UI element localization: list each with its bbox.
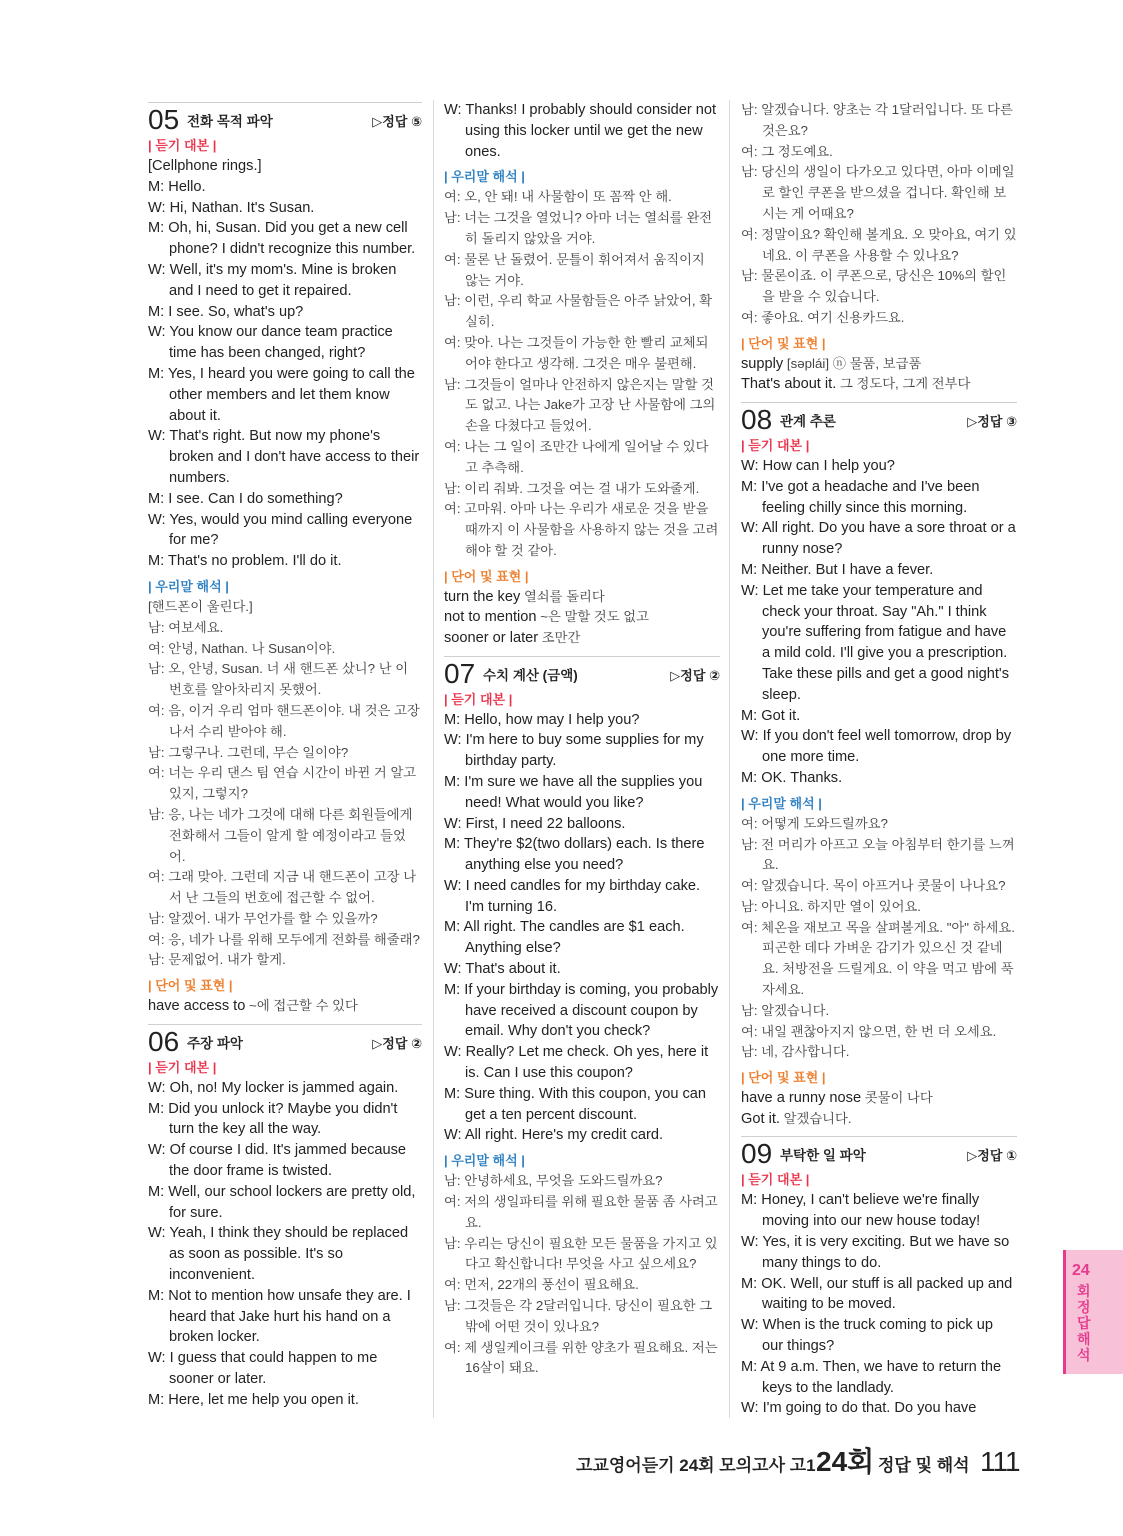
dialogue-line: W: Thanks! I probably should consider not using this locker until we get the new ones.: [444, 102, 717, 160]
section-number: 05: [148, 104, 180, 135]
dialogue-line: M: Hello, how may I help you?: [444, 711, 640, 728]
korean-line: 여: 저의 생일파티를 위해 필요한 물품 좀 사려고요.: [444, 1194, 718, 1230]
korean-line: 남: 알겠어. 내가 무언가를 할 수 있을까?: [148, 910, 378, 926]
korean-translation: [148, 597, 422, 971]
korean-line: 여: 응, 네가 나를 위해 모두에게 전화를 해줄래?: [148, 931, 420, 947]
dialogue-line: W: I guess that could happen to me sooner or later.: [148, 1350, 378, 1388]
vocab-item: turn the key 열쇠를 돌리다: [444, 588, 605, 605]
answer-label: ▷정답 ⑤: [372, 114, 422, 129]
korean-label: | 우리말 해석 |: [444, 1153, 525, 1169]
dialogue-line: W: I'm here to buy some supplies for my birthday party.: [444, 732, 704, 770]
side-tab: [1063, 1250, 1123, 1374]
answer-label: ▷정답 ②: [372, 1035, 422, 1051]
korean-translation-continued: [741, 100, 1017, 329]
dialogue-line: M: OK. Well, our stuff is all packed up and waiting to be moved.: [741, 1275, 1013, 1313]
dialogue-line: W: How can I help you?: [741, 457, 895, 474]
dialogue: [741, 456, 1017, 789]
korean-line: 남: 물론이죠. 이 쿠폰으로, 당신은 10%의 할인을 받을 수 있습니다.: [741, 268, 1007, 305]
side-tab-text: 회정답해석: [1077, 1283, 1091, 1363]
column-1: [148, 100, 422, 1411]
section-number: 07: [444, 657, 476, 689]
dialogue-line: M: Sure thing. With this coupon, you can get a ten percent discount.: [444, 1085, 707, 1123]
korean-line: 여: 음, 이거 우리 엄마 핸드폰이야. 내 것은 고장 나서 수리 받아야 해.: [148, 702, 420, 739]
korean-line: 남: 안녕하세요, 무엇을 도와드릴까요?: [444, 1173, 663, 1189]
dialogue-line: W: If you don't feel well tomorrow, drop by one more time.: [741, 728, 1012, 766]
answer-label: ▷정답 ①: [967, 1148, 1017, 1164]
page-number: 111: [980, 1446, 1020, 1477]
dialogue-line: M: At 9 a.m. Then, we have to return the keys to the landlady.: [741, 1358, 1002, 1396]
korean-label: | 우리말 해석 |: [444, 169, 525, 185]
dialogue-line: M: Oh, hi, Susan. Did you get a new cell phone? I didn't recognize this number.: [148, 220, 416, 258]
listen-label: | 듣기 대본 |: [148, 1059, 217, 1075]
korean-translation: [741, 814, 1017, 1064]
dialogue-line: M: I've got a headache and I've been feeling chilly since this morning.: [741, 478, 980, 516]
dialogue-line: M: Yes, I heard you were going to call the other members and let them know about it.: [148, 365, 415, 424]
korean-line: 남: 문제없어. 내가 할게.: [148, 952, 286, 968]
korean-line: 남: 너는 그것을 열었니? 아마 너는 열쇠를 완전히 돌리지 않았을 거야.: [444, 210, 713, 246]
korean-line: 여: 제 생일케이크를 위한 양초가 필요해요. 저는 16살이 돼요.: [444, 1339, 718, 1376]
dialogue-line: W: That's about it.: [444, 961, 561, 978]
dialogue: [148, 156, 422, 572]
answer-label: ▷정답 ②: [670, 667, 720, 683]
dialogue-line: [Cellphone rings.]: [148, 158, 262, 174]
dialogue-line: M: Neither. But I have a fever.: [741, 561, 934, 578]
dialogue-line: W: First, I need 22 balloons.: [444, 815, 626, 832]
section-06-header: [148, 1024, 422, 1058]
korean-line: 여: 너는 우리 댄스 팀 연습 시간이 바뀐 거 알고 있지, 그렇지?: [148, 765, 417, 802]
dialogue-line: M: They're $2(two dollars) each. Is there anything else you need?: [444, 836, 705, 874]
dialogue: [148, 1078, 422, 1411]
section-08-header: [741, 402, 1017, 436]
korean-line: 남: 응, 나는 네가 그것에 대해 다른 회원들에게 전화해서 그들이 알게 할 예정이라고 들었어.: [148, 806, 413, 864]
dialogue-line: M: Honey, I can't believe we're finally moving into our new house today!: [741, 1192, 981, 1230]
footer-round: 24회: [816, 1446, 875, 1477]
korean-line: 여: 오, 안 돼! 내 사물함이 또 꼼짝 안 해.: [444, 189, 672, 205]
dialogue-line: M: Not to mention how unsafe they are. I heard that Jake hurt his hand on a broken locker.: [148, 1287, 411, 1346]
listen-label: | 듣기 대본 |: [741, 437, 810, 453]
listen-label: | 듣기 대본 |: [741, 1172, 810, 1188]
footer-section: 정답 및 해석: [878, 1456, 970, 1475]
korean-translation: [444, 187, 720, 561]
korean-line: 여: 알겠습니다. 목이 아프거나 콧물이 나나요?: [741, 878, 1006, 894]
dialogue-line: W: You know our dance team practice time has been changed, right?: [148, 324, 393, 362]
section-title: 관계 추론: [780, 413, 836, 429]
section-title: 전화 목적 파악: [187, 114, 273, 129]
dialogue-line: W: Oh, no! My locker is jammed again.: [148, 1079, 399, 1096]
korean-line: 남: 이런, 우리 학교 사물함들은 아주 낡았어, 확실히.: [444, 293, 713, 330]
vocab-item: have a runny nose 콧물이 나다: [741, 1090, 933, 1107]
korean-line: 여: 먼저, 22개의 풍선이 필요해요.: [444, 1277, 639, 1293]
korean-line: 남: 당신의 생일이 다가오고 있다면, 아마 이메일로 할인 쿠폰을 받으셨을 겁니다. 확인해 보시는 게 어때요?: [741, 164, 1015, 221]
column-3: [741, 100, 1017, 1419]
dialogue-line: M: Hello.: [148, 178, 206, 195]
korean-line: 남: 아니요. 하지만 열이 있어요.: [741, 898, 921, 914]
page-footer: [576, 1440, 1020, 1480]
column-2: [444, 100, 720, 1379]
vocab-label: | 단어 및 표현 |: [741, 335, 826, 351]
korean-line: 남: 그렇구나. 그런데, 무슨 일이야?: [148, 744, 349, 760]
footer-book-title: 고교영어듣기 24회 모의고사 고1: [576, 1456, 816, 1475]
section-title: 수치 계산 (금액): [483, 667, 578, 683]
dialogue-line: M: I'm sure we have all the supplies you need! What would you like?: [444, 773, 703, 811]
side-tab-number: 24: [1072, 1262, 1090, 1279]
korean-line: 여: 어떻게 도와드릴까요?: [741, 815, 888, 831]
dialogue-line: M: Got it.: [741, 707, 801, 724]
korean-line: 여: 내일 괜찮아지지 않으면, 한 번 더 오세요.: [741, 1023, 997, 1039]
korean-line: 남: 우리는 당신이 필요한 모든 물품을 가지고 있다고 확신합니다! 무엇을 사고 싶으세요?: [444, 1235, 718, 1272]
section-title: 주장 파악: [187, 1035, 243, 1051]
korean-line: 여: 그 정도예요.: [741, 143, 833, 159]
dialogue-line: W: Let me take your temperature and check your throat. Say "Ah." I think you're suffering from fatigue and have a mild cold. I'll give you a prescription. Take these pills and get a good night's sleep.: [741, 582, 1009, 703]
listen-label: | 듣기 대본 |: [148, 138, 217, 153]
korean-label: | 우리말 해석 |: [741, 795, 822, 811]
korean-line: 남: 알겠습니다. 양초는 각 1달러입니다. 또 다른 것은요?: [741, 102, 1013, 138]
vocab-item: have access to ~에 접근할 수 있다: [148, 998, 358, 1015]
vocab-label: | 단어 및 표현 |: [444, 568, 529, 584]
korean-line: 남: 여보세요.: [148, 619, 224, 635]
korean-line: 여: 물론 난 돌렸어. 문틀이 휘어져서 움직이지 않는 거야.: [444, 251, 705, 288]
korean-line: 여: 그래 맞아. 그런데 지금 내 핸드폰이 고장 나서 난 그들의 번호에 접근할 수 없어.: [148, 869, 417, 906]
korean-line: 여: 맞아. 나는 그것들이 가능한 한 빨리 교체되어야 한다고 생각해. 그것은 매우 불편해.: [444, 334, 709, 371]
korean-line: 남: 그것들은 각 2달러입니다. 당신이 필요한 그 밖에 어떤 것이 있나요?: [444, 1298, 713, 1334]
dialogue-line: W: All right. Here's my credit card.: [444, 1127, 664, 1144]
dialogue-line: M: All right. The candles are $1 each. Anything else?: [444, 919, 685, 957]
answer-label: ▷정답 ③: [967, 413, 1017, 429]
section-05-header: [148, 102, 422, 136]
section-09-header: [741, 1136, 1017, 1170]
section-07-header: [444, 656, 720, 690]
dialogue: [444, 710, 720, 1147]
dialogue-line: M: I see. Can I do something?: [148, 490, 343, 507]
vocab-item: not to mention ~은 말할 것도 없고: [444, 609, 649, 626]
dialogue-line: M: Well, our school lockers are pretty old, for sure.: [148, 1183, 416, 1221]
vocab-item: That's about it. 그 정도다, 그게 전부다: [741, 376, 971, 393]
dialogue-line: W: Hi, Nathan. It's Susan.: [148, 199, 315, 216]
vocab-item: Got it. 알겠습니다.: [741, 1110, 852, 1127]
section-number: 06: [148, 1025, 180, 1057]
dialogue-line: M: That's no problem. I'll do it.: [148, 553, 342, 570]
dialogue-line: W: Yes, would you mind calling everyone for me?: [148, 511, 413, 549]
dialogue-line: W: That's right. But now my phone's broken and I don't have access to their numbers.: [148, 428, 420, 486]
dialogue-line: M: Did you unlock it? Maybe you didn't turn the key all the way.: [148, 1100, 398, 1138]
dialogue-line: W: When is the truck coming to pick up our things?: [741, 1317, 993, 1355]
vocab-label: | 단어 및 표현 |: [148, 978, 233, 994]
dialogue-line: M: If your birthday is coming, you probably have received a discount coupon by email. Why don't you check?: [444, 981, 719, 1040]
dialogue-continued: [444, 100, 720, 162]
dialogue-line: W: Well, it's my mom's. Mine is broken and I need to get it repaired.: [148, 261, 397, 299]
korean-line: 남: 네, 감사합니다.: [741, 1044, 850, 1060]
dialogue-line: W: I need candles for my birthday cake. I'm turning 16.: [444, 877, 701, 915]
korean-line: 남: 알겠습니다.: [741, 1002, 830, 1018]
korean-line: 여: 정말이요? 확인해 볼게요. 오 맞아요, 여기 있네요. 이 쿠폰을 사용할 수 있나요?: [741, 226, 1017, 263]
korean-line: [핸드폰이 울린다.]: [148, 598, 253, 614]
korean-label: | 우리말 해석 |: [148, 578, 229, 594]
listen-label: | 듣기 대본 |: [444, 691, 513, 707]
korean-line: 남: 그것들이 얼마나 안전하지 않은지는 말할 것도 없고. 나는 Jake가 고장 난 사물함에 그의 손을 다쳤다고 들었어.: [444, 376, 716, 434]
dialogue-line: W: I'm going to do that. Do you have: [741, 1400, 977, 1417]
korean-line: 여: 안녕, Nathan. 나 Susan이야.: [148, 640, 336, 656]
vocab-label: | 단어 및 표현 |: [741, 1070, 826, 1086]
dialogue-line: W: All right. Do you have a sore throat or a runny nose?: [741, 520, 1016, 558]
korean-line: 여: 고마워. 아마 나는 우리가 새로운 것을 받을 때까지 이 사물함을 사용하지 않는 것을 고려해야 할 것 같아.: [444, 501, 719, 558]
dialogue: [741, 1190, 1017, 1419]
korean-line: 여: 체온을 재보고 목을 살펴볼게요. "아" 하세요. 피곤한 데다 가벼운 감기가 있으신 것 같네요. 처방전을 드릴게요. 이 약을 먹고 밤에 푹 자세요.: [741, 919, 1015, 998]
korean-line: 여: 좋아요. 여기 신용카드요.: [741, 309, 905, 325]
korean-line: 남: 오, 안녕, Susan. 너 새 핸드폰 샀니? 난 이 번호를 알아차리지 못했어.: [148, 661, 409, 698]
dialogue-line: M: Here, let me help you open it.: [148, 1391, 359, 1408]
dialogue-line: W: Really? Let me check. Oh yes, here it is. Can I use this coupon?: [444, 1044, 709, 1082]
korean-translation: [444, 1171, 720, 1379]
section-title: 부탁한 일 파악: [780, 1148, 866, 1164]
vocab-item: supply [səplái] ⓝ 물품, 보급품: [741, 355, 922, 372]
vocab-item: sooner or later 조만간: [444, 629, 581, 646]
dialogue-line: M: OK. Thanks.: [741, 769, 843, 786]
dialogue-line: W: Yeah, I think they should be replaced as soon as possible. It's so inconvenient.: [148, 1225, 409, 1284]
korean-line: 여: 나는 그 일이 조만간 나에게 일어날 수 있다고 추측해.: [444, 438, 709, 475]
korean-line: 남: 이리 줘봐. 그것을 여는 걸 내가 도와줄게.: [444, 480, 700, 496]
dialogue-line: W: Yes, it is very exciting. But we have so many things to do.: [741, 1234, 1010, 1271]
dialogue-line: W: Of course I did. It's jammed because the door frame is twisted.: [148, 1142, 407, 1180]
section-number: 09: [741, 1138, 773, 1170]
korean-line: 남: 전 머리가 아프고 오늘 아침부터 한기를 느껴요.: [741, 836, 1015, 873]
section-number: 08: [741, 403, 773, 435]
dialogue-line: M: I see. So, what's up?: [148, 303, 304, 320]
